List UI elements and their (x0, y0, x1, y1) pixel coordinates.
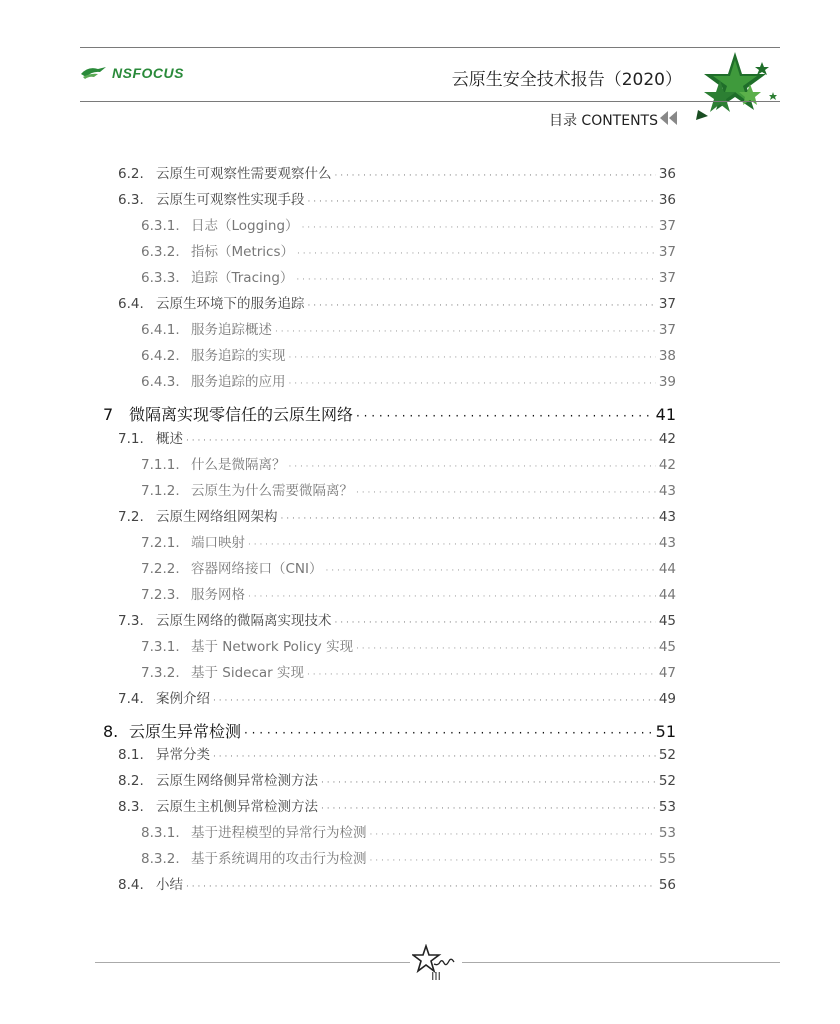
toc-entry-number: 8.3.1. (141, 825, 180, 841)
toc-dot-leader (213, 752, 656, 762)
toc-entry[interactable] (141, 370, 676, 390)
toc-dot-leader (297, 249, 656, 259)
toc-entry[interactable] (141, 479, 676, 499)
toc-entry-title: 云原生可观察性实现手段 (156, 192, 305, 208)
toc-entry-title: 云原生可观察性需要观察什么 (156, 166, 332, 182)
toc-entry[interactable] (118, 505, 676, 525)
toc-entry-title: 云原生网络的微隔离实现技术 (156, 613, 332, 629)
toc-entry[interactable] (141, 344, 676, 364)
toc-dot-leader (248, 540, 656, 550)
toc-entry[interactable] (118, 427, 676, 447)
toc-entry-number: 7.2.1. (141, 535, 180, 551)
toc-entry-number: 8.1. (118, 747, 144, 763)
toc-entry-number: 7.1.1. (141, 457, 180, 473)
toc-entry-number: 7.4. (118, 691, 144, 707)
toc-entry[interactable] (141, 453, 676, 473)
toc-dot-leader (244, 726, 653, 740)
toc-entry-title: 基于进程模型的异常行为检测 (191, 825, 367, 841)
toc-entry-page: 42 (658, 457, 676, 473)
toc-entry-title: 服务追踪的应用 (191, 374, 286, 390)
stars-decoration-icon (690, 50, 780, 122)
toc-dot-leader (289, 353, 656, 363)
toc-dot-leader (356, 488, 656, 498)
toc-dot-leader (326, 566, 656, 576)
report-title: 云原生安全技术报告（2020） (451, 70, 682, 90)
header-sub-rule (80, 101, 780, 102)
toc-dot-leader (186, 436, 656, 446)
toc-entry-page: 39 (658, 374, 676, 390)
toc-entry-page: 43 (658, 509, 676, 525)
toc-entry[interactable] (118, 188, 676, 208)
toc-entry-title: 云原生网络侧异常检测方法 (156, 773, 318, 789)
toc-entry-page: 37 (658, 270, 676, 286)
toc-entry[interactable] (141, 557, 676, 577)
toc-entry[interactable] (141, 583, 676, 603)
toc-dot-leader (308, 197, 656, 207)
toc-dot-leader (302, 223, 656, 233)
nsfocus-logo-icon (80, 65, 108, 81)
toc-entry-page: 51 (655, 722, 676, 741)
toc-entry-title: 云原生环境下的服务追踪 (156, 296, 305, 312)
toc-entry-title: 日志（Logging） (191, 218, 299, 234)
toc-entry-page: 52 (658, 747, 676, 763)
toc-entry-page: 37 (658, 296, 676, 312)
toc-dot-leader (186, 882, 656, 892)
toc-entry-title: 概述 (156, 431, 183, 447)
toc-entry[interactable] (141, 318, 676, 338)
toc-entry[interactable] (141, 266, 676, 286)
toc-entry-page: 52 (658, 773, 676, 789)
toc-entry-title: 云原生异常检测 (129, 722, 242, 741)
toc-dot-leader (275, 327, 656, 337)
toc-entry-page: 38 (658, 348, 676, 364)
toc-entry-page: 43 (658, 483, 676, 499)
contents-label: 目录 CONTENTS (548, 113, 658, 129)
toc-entry-number: 8.3.2. (141, 851, 180, 867)
toc-entry-title: 端口映射 (191, 535, 245, 551)
toc-entry[interactable] (118, 743, 676, 763)
toc-entry-title: 容器网络接口（CNI） (191, 561, 323, 577)
toc-entry-number: 7.2.3. (141, 587, 180, 603)
toc-entry-page: 53 (658, 799, 676, 815)
toc-entry[interactable] (141, 821, 676, 841)
toc-entry-title: 服务网格 (191, 587, 245, 603)
toc-entry-number: 8.3. (118, 799, 144, 815)
toc-dot-leader (370, 830, 656, 840)
toc-entry-number: 8. (103, 722, 119, 741)
toc-dot-leader (308, 301, 656, 311)
toc-dot-leader (289, 462, 656, 472)
toc-entry-number: 6.2. (118, 166, 144, 182)
toc-entry-number: 7.3. (118, 613, 144, 629)
toc-entry-title: 追踪（Tracing） (191, 270, 294, 286)
toc-entry-number: 6.4.1. (141, 322, 180, 338)
toc-entry-page: 44 (658, 561, 676, 577)
toc-entry[interactable] (141, 635, 676, 655)
toc-entry-page: 47 (658, 665, 676, 681)
logo-text: NSFOCUS (112, 65, 184, 81)
toc-entry-number: 7.1. (118, 431, 144, 447)
toc-entry-number: 7.1.2. (141, 483, 180, 499)
toc-entry-page: 37 (658, 322, 676, 338)
toc-entry[interactable] (141, 240, 676, 260)
toc-entry-title: 异常分类 (156, 747, 210, 763)
toc-entry-number: 6.4. (118, 296, 144, 312)
toc-dot-leader (289, 379, 656, 389)
toc-entry-page: 45 (658, 613, 676, 629)
toc-dot-leader (248, 592, 656, 602)
toc-entry-number: 7.3.2. (141, 665, 180, 681)
toc-dot-leader (321, 778, 656, 788)
toc-entry-number: 6.3.1. (141, 218, 180, 234)
toc-dot-leader (335, 618, 656, 628)
toc-entry-title: 小结 (156, 877, 183, 893)
toc-entry-title: 微隔离实现零信任的云原生网络 (129, 405, 354, 424)
toc-entry-title: 什么是微隔离？ (191, 457, 286, 473)
toc-entry[interactable] (141, 531, 676, 551)
toc-entry-title: 云原生为什么需要微隔离？ (191, 483, 353, 499)
toc-entry[interactable] (118, 162, 676, 182)
toc-entry-title: 服务追踪的实现 (191, 348, 286, 364)
footer-rule-right (462, 962, 780, 963)
toc-dot-leader (296, 275, 655, 285)
header-top-rule (80, 47, 780, 48)
toc-entry[interactable] (103, 719, 676, 742)
toc-entry-number: 7.2. (118, 509, 144, 525)
toc-entry[interactable] (141, 214, 676, 234)
toc-entry-number: 8.2. (118, 773, 144, 789)
toc-entry-page: 44 (658, 587, 676, 603)
toc-entry[interactable] (118, 769, 676, 789)
toc-entry[interactable] (141, 661, 676, 681)
toc-entry-title: 服务追踪概述 (191, 322, 272, 338)
toc-entry-page: 42 (658, 431, 676, 447)
toc-dot-leader (213, 696, 656, 706)
toc-entry-page: 36 (658, 166, 676, 182)
toc-entry-number: 7.2.2. (141, 561, 180, 577)
toc-entry[interactable] (118, 795, 676, 815)
toc-dot-leader (370, 856, 656, 866)
toc-dot-leader (335, 171, 656, 181)
toc-entry-title: 基于 Network Policy 实现 (191, 639, 354, 655)
nsfocus-logo (80, 62, 184, 84)
toc-entry-title: 基于系统调用的攻击行为检测 (191, 851, 367, 867)
toc-entry-number: 6.4.2. (141, 348, 180, 364)
toc-entry-number: 6.3. (118, 192, 144, 208)
page-number: III (431, 970, 441, 983)
toc-entry-title: 云原生网络组网架构 (156, 509, 278, 525)
toc-entry-page: 53 (658, 825, 676, 841)
toc-entry-number: 8.4. (118, 877, 144, 893)
toc-entry-page: 41 (655, 405, 676, 424)
toc-entry-title: 云原生主机侧异常检测方法 (156, 799, 318, 815)
toc-entry-number: 7.3.1. (141, 639, 180, 655)
toc-entry-page: 56 (658, 877, 676, 893)
toc-entry-number: 7 (103, 405, 114, 424)
toc-dot-leader (281, 514, 656, 524)
toc-entry[interactable] (141, 847, 676, 867)
toc-dot-leader (307, 670, 656, 680)
toc-entry-page: 36 (658, 192, 676, 208)
toc-entry-page: 43 (658, 535, 676, 551)
toc-entry-number: 6.3.3. (141, 270, 180, 286)
toc-entry[interactable] (118, 873, 676, 893)
toc-entry-title: 指标（Metrics） (191, 244, 295, 260)
toc-entry-title: 案例介绍 (156, 691, 210, 707)
toc-dot-leader (356, 409, 653, 423)
toc-entry[interactable] (118, 292, 676, 312)
toc-entry-number: 6.4.3. (141, 374, 180, 390)
double-back-arrow-icon[interactable] (659, 110, 679, 126)
toc-entry[interactable] (118, 609, 676, 629)
toc-entry[interactable] (103, 402, 676, 425)
footer-rule-left (95, 962, 410, 963)
toc-dot-leader (356, 644, 656, 654)
toc-entry-page: 45 (658, 639, 676, 655)
toc-entry-page: 37 (658, 244, 676, 260)
toc-entry-page: 55 (658, 851, 676, 867)
toc-dot-leader (321, 804, 656, 814)
toc-entry-page: 37 (658, 218, 676, 234)
toc-entry-number: 6.3.2. (141, 244, 180, 260)
toc-entry[interactable] (118, 687, 676, 707)
toc-entry-page: 49 (658, 691, 676, 707)
toc-entry-title: 基于 Sidecar 实现 (191, 665, 305, 681)
